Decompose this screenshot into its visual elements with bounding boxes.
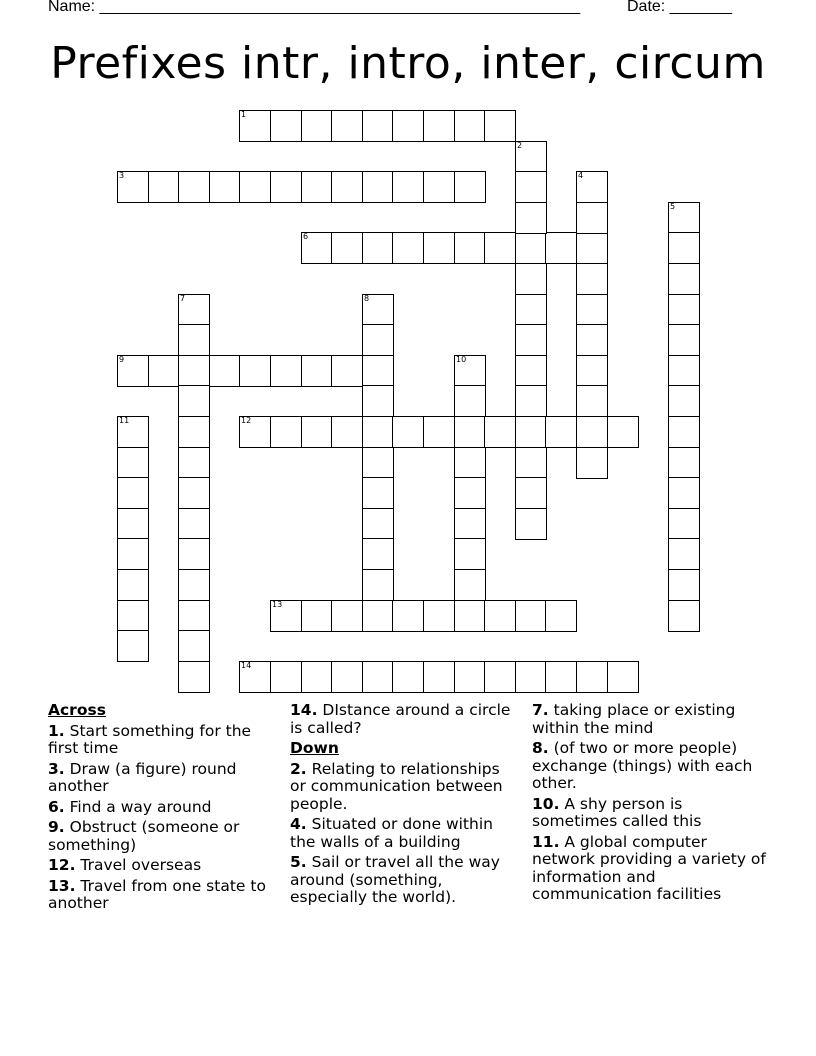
crossword-cell[interactable] (362, 294, 394, 326)
clue-text: A shy person is sometimes called this (532, 794, 702, 830)
cell-number: 11 (119, 416, 130, 425)
crossword-cell[interactable] (423, 110, 455, 142)
crossword-cell[interactable] (484, 110, 516, 142)
crossword-cell[interactable] (668, 294, 700, 326)
crossword-cell[interactable] (362, 477, 394, 509)
clue-text: Sail or travel all the way around (something, especially the world). (290, 853, 500, 906)
crossword-cell[interactable] (362, 661, 394, 693)
clue-across-9 (48, 819, 273, 854)
crossword-cell[interactable] (117, 355, 149, 387)
crossword-cell[interactable] (454, 232, 486, 264)
crossword-cell[interactable] (576, 263, 608, 295)
crossword-cell[interactable] (454, 477, 486, 509)
crossword-cell[interactable] (668, 232, 700, 264)
clue-text: Start something for the first time (48, 721, 252, 757)
crossword-cell[interactable] (301, 110, 333, 142)
crossword-cell[interactable] (239, 416, 271, 448)
crossword-cell[interactable] (607, 661, 639, 693)
clues-column-2 (290, 702, 515, 910)
crossword-cell[interactable] (668, 416, 700, 448)
clue-down-7 (532, 702, 772, 737)
clue-number: 1. (48, 721, 65, 740)
crossword-cell[interactable] (392, 232, 424, 264)
crossword-cell[interactable] (178, 447, 210, 479)
clue-number: 13. (48, 876, 76, 895)
crossword-cell[interactable] (270, 110, 302, 142)
crossword-cell[interactable] (362, 447, 394, 479)
crossword-cell[interactable] (668, 538, 700, 570)
crossword-cell[interactable] (515, 141, 547, 173)
crossword-cell[interactable] (392, 661, 424, 693)
across-heading: Across (48, 701, 106, 719)
crossword-cell[interactable] (178, 324, 210, 356)
crossword-cell[interactable] (178, 630, 210, 662)
crossword-cell[interactable] (362, 110, 394, 142)
crossword-cell[interactable] (178, 538, 210, 570)
cell-number: 3 (119, 171, 125, 180)
cell-number: 6 (303, 232, 309, 241)
crossword-cell[interactable] (423, 232, 455, 264)
crossword-cell[interactable] (454, 600, 486, 632)
clue-text: Relating to relationships or communication between people. (290, 759, 503, 813)
crossword-cell[interactable] (515, 447, 547, 479)
crossword-cell[interactable] (362, 416, 394, 448)
crossword-cell[interactable] (392, 600, 424, 632)
crossword-cell[interactable] (576, 355, 608, 387)
crossword-cell[interactable] (515, 508, 547, 540)
cell-number: 5 (670, 202, 676, 211)
clue-number: 7. (532, 701, 549, 719)
crossword-cell[interactable] (454, 416, 486, 448)
crossword-cell[interactable] (362, 600, 394, 632)
crossword-cell[interactable] (392, 110, 424, 142)
crossword-cell[interactable] (362, 232, 394, 264)
crossword-cell[interactable] (117, 447, 149, 479)
crossword-cell[interactable] (423, 171, 455, 203)
crossword-cell[interactable] (515, 661, 547, 693)
crossword-cell[interactable] (178, 416, 210, 448)
crossword-cell[interactable] (117, 508, 149, 540)
clues-column-1 (48, 702, 273, 916)
crossword-cell[interactable] (515, 600, 547, 632)
clues-column-3 (532, 702, 772, 907)
crossword-cell[interactable] (515, 171, 547, 203)
clue-across-13 (48, 878, 273, 913)
crossword-cell[interactable] (117, 538, 149, 570)
crossword-cell[interactable] (301, 600, 333, 632)
cell-number: 9 (119, 355, 125, 364)
clue-across-1 (48, 723, 273, 758)
crossword-cell[interactable] (454, 447, 486, 479)
crossword-cell[interactable] (668, 202, 700, 234)
crossword-cell[interactable] (362, 508, 394, 540)
crossword-cell[interactable] (117, 171, 149, 203)
clue-text: (of two or more people) exchange (things) with each other. (532, 739, 753, 792)
crossword-cell[interactable] (423, 416, 455, 448)
crossword-cell[interactable] (239, 110, 271, 142)
clue-across-3 (48, 761, 273, 796)
crossword-cell[interactable] (668, 355, 700, 387)
crossword-cell[interactable] (331, 661, 363, 693)
crossword-cell[interactable] (454, 538, 486, 570)
crossword-cell[interactable] (515, 324, 547, 356)
crossword-cell[interactable] (515, 202, 547, 234)
crossword-cell[interactable] (301, 416, 333, 448)
crossword-cell[interactable] (117, 477, 149, 509)
crossword-cell[interactable] (331, 110, 363, 142)
crossword-cell[interactable] (668, 508, 700, 540)
clue-down-11 (532, 834, 772, 904)
crossword-cell[interactable] (545, 661, 577, 693)
crossword-cell[interactable] (362, 324, 394, 356)
clue-text: Obstruct (someone or something) (48, 818, 240, 854)
clue-text: Situated or done within the walls of a building (290, 815, 493, 851)
crossword-cell[interactable] (178, 661, 210, 693)
crossword-cell[interactable] (576, 416, 608, 448)
down-heading: Down (290, 739, 339, 757)
crossword-cell[interactable] (454, 661, 486, 693)
crossword-cell[interactable] (270, 600, 302, 632)
crossword-cell[interactable] (178, 477, 210, 509)
cell-number: 10 (456, 355, 467, 364)
clue-text: DIstance around a circle is called? (290, 701, 511, 737)
cell-number: 14 (241, 661, 252, 670)
crossword-cell[interactable] (668, 324, 700, 356)
crossword-cell[interactable] (301, 355, 333, 387)
crossword-cell[interactable] (454, 355, 486, 387)
crossword-cell[interactable] (423, 661, 455, 693)
crossword-cell[interactable] (178, 600, 210, 632)
crossword-cell[interactable] (484, 600, 516, 632)
crossword-cell[interactable] (239, 171, 271, 203)
clue-down-4 (290, 816, 515, 851)
crossword-cell[interactable] (270, 661, 302, 693)
crossword-cell[interactable] (668, 385, 700, 417)
clue-number: 2. (290, 759, 307, 778)
crossword-cell[interactable] (362, 538, 394, 570)
crossword-cell[interactable] (454, 171, 486, 203)
date-field-label: Date: _______ (627, 0, 732, 15)
crossword-cell[interactable] (178, 171, 210, 203)
crossword-cell[interactable] (270, 355, 302, 387)
clue-number: 14. (290, 701, 318, 719)
crossword-cell[interactable] (668, 569, 700, 601)
crossword-cell[interactable] (423, 600, 455, 632)
clue-number: 12. (48, 856, 76, 874)
clue-down-2 (290, 761, 515, 814)
clue-text: Travel from one state to another (48, 876, 266, 912)
crossword-cell[interactable] (576, 447, 608, 479)
crossword-cell[interactable] (392, 171, 424, 203)
crossword-cell[interactable] (668, 263, 700, 295)
clue-number: 9. (48, 818, 65, 836)
crossword-cell[interactable] (209, 355, 241, 387)
crossword-cell[interactable] (576, 661, 608, 693)
crossword-cell[interactable] (484, 416, 516, 448)
crossword-cell[interactable] (576, 294, 608, 326)
page-title: Prefixes intr, intro, inter, circum (50, 38, 766, 89)
crossword-cell[interactable] (239, 355, 271, 387)
crossword-cell[interactable] (515, 477, 547, 509)
clue-number: 10. (532, 794, 560, 813)
crossword-cell[interactable] (545, 600, 577, 632)
crossword-cell[interactable] (545, 416, 577, 448)
crossword-cell[interactable] (362, 355, 394, 387)
crossword-cell[interactable] (117, 600, 149, 632)
crossword-cell[interactable] (331, 171, 363, 203)
crossword-cell[interactable] (576, 171, 608, 203)
cell-number: 2 (517, 141, 523, 150)
crossword-cell[interactable] (576, 324, 608, 356)
clue-number: 6. (48, 797, 65, 816)
crossword-cell[interactable] (362, 171, 394, 203)
crossword-cell[interactable] (331, 416, 363, 448)
clue-text: A global computer network providing a variety of information and communication facilities (532, 832, 766, 903)
crossword-cell[interactable] (454, 508, 486, 540)
crossword-cell[interactable] (515, 294, 547, 326)
crossword-cell[interactable] (301, 171, 333, 203)
cell-number: 12 (241, 416, 252, 425)
crossword-cell[interactable] (576, 385, 608, 417)
crossword-cell[interactable] (362, 385, 394, 417)
crossword-cell[interactable] (178, 385, 210, 417)
crossword-cell[interactable] (576, 202, 608, 234)
crossword-cell[interactable] (668, 600, 700, 632)
crossword-cell[interactable] (392, 416, 424, 448)
clue-across-14 (290, 702, 515, 737)
clue-number: 5. (290, 853, 307, 871)
crossword-cell[interactable] (607, 416, 639, 448)
clue-number: 8. (532, 739, 549, 757)
cell-number: 8 (364, 294, 370, 303)
crossword-cell[interactable] (576, 232, 608, 264)
crossword-cell[interactable] (331, 232, 363, 264)
clue-across-12 (48, 857, 273, 875)
crossword-cell[interactable] (668, 477, 700, 509)
crossword-cell[interactable] (148, 171, 180, 203)
crossword-cell[interactable] (178, 355, 210, 387)
cell-number: 4 (578, 171, 584, 180)
name-field-label: Name: ______________________________________________________ (48, 0, 581, 15)
crossword-cell[interactable] (545, 232, 577, 264)
clue-text: Travel overseas (80, 856, 202, 874)
crossword-cell[interactable] (668, 447, 700, 479)
clue-text: Find a way around (69, 797, 212, 816)
crossword-cell[interactable] (515, 263, 547, 295)
clue-text: Draw (a figure) round another (48, 759, 237, 795)
crossword-cell[interactable] (301, 232, 333, 264)
clue-number: 11. (532, 832, 560, 851)
crossword-cell[interactable] (117, 569, 149, 601)
crossword-cell[interactable] (178, 508, 210, 540)
crossword-cell[interactable] (515, 416, 547, 448)
clue-number: 4. (290, 815, 307, 833)
clue-down-10 (532, 796, 772, 831)
crossword-cell[interactable] (331, 355, 363, 387)
clue-text: taking place or existing within the mind (532, 701, 736, 737)
clue-across-6 (48, 799, 273, 817)
clue-number: 3. (48, 759, 65, 778)
cell-number: 13 (272, 600, 283, 609)
crossword-cell[interactable] (270, 416, 302, 448)
crossword-cell[interactable] (515, 385, 547, 417)
crossword-cell[interactable] (454, 385, 486, 417)
clue-down-8 (532, 740, 772, 793)
clue-down-5 (290, 854, 515, 907)
cell-number: 7 (180, 294, 186, 303)
crossword-cell[interactable] (209, 171, 241, 203)
crossword-cell[interactable] (178, 294, 210, 326)
crossword-cell[interactable] (270, 171, 302, 203)
crossword-cell[interactable] (117, 416, 149, 448)
crossword-cell[interactable] (362, 569, 394, 601)
cell-number: 1 (241, 110, 247, 119)
crossword-cell[interactable] (515, 232, 547, 264)
crossword-cell[interactable] (239, 661, 271, 693)
crossword-cell[interactable] (117, 630, 149, 662)
crossword-cell[interactable] (148, 355, 180, 387)
crossword-cell[interactable] (515, 355, 547, 387)
crossword-cell[interactable] (454, 110, 486, 142)
crossword-cell[interactable] (454, 569, 486, 601)
crossword-cell[interactable] (484, 232, 516, 264)
crossword-cell[interactable] (331, 600, 363, 632)
crossword-cell[interactable] (301, 661, 333, 693)
crossword-cell[interactable] (178, 569, 210, 601)
crossword-cell[interactable] (484, 661, 516, 693)
